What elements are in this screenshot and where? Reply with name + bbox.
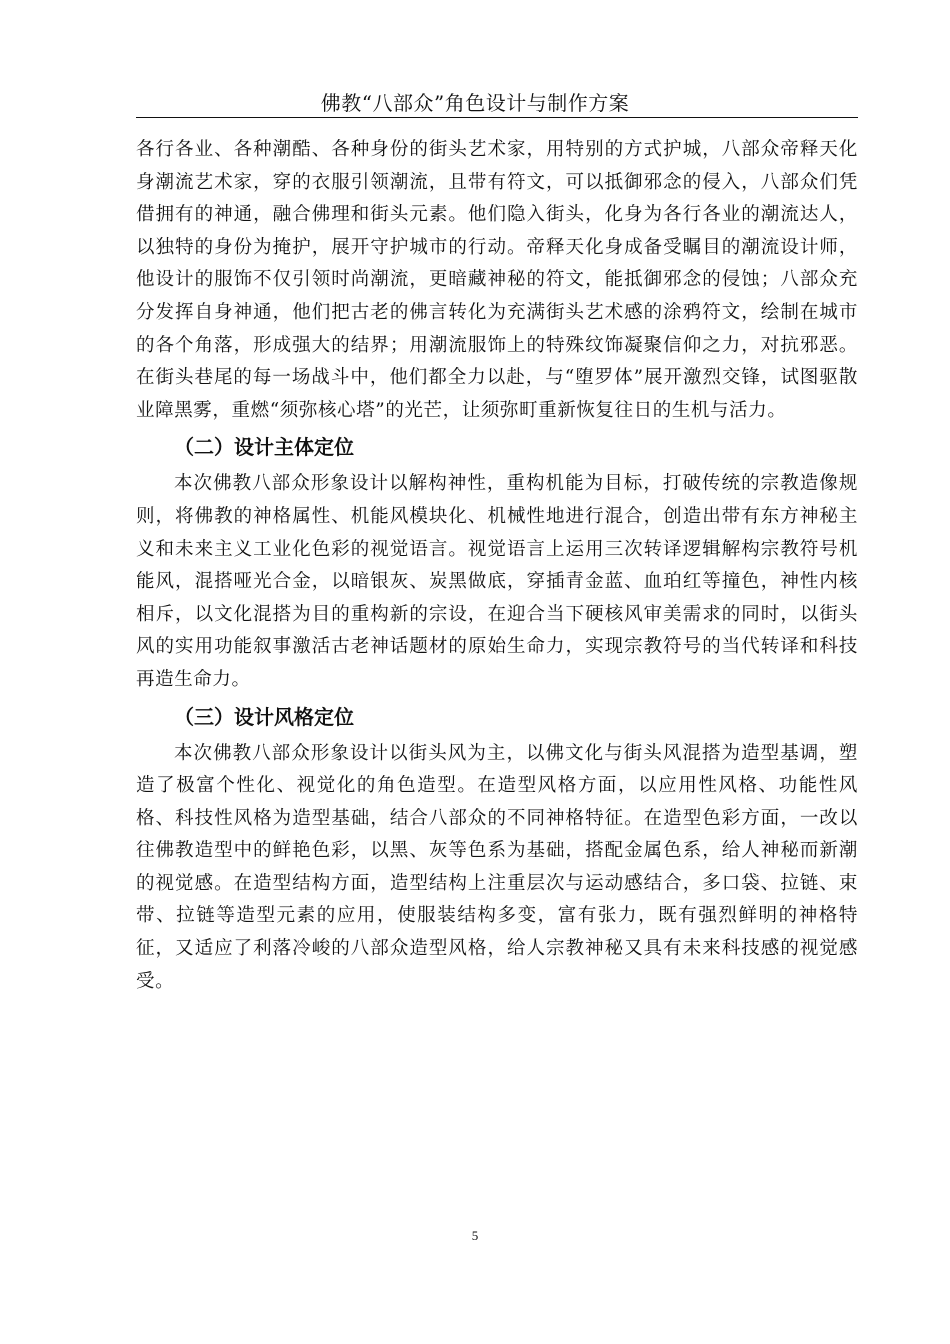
paragraph-subject-positioning: 本次佛教八部众形象设计以解构神性，重构机能为目标，打破传统的宗教造像规则，将佛教的神格属性、机能风模块化、机械性地进行混合，创造出带有东方神秘主义和未来主义工业化色彩的视觉语言。视觉语言上运用三次转译逻辑解构宗教符号机能风，混搭哑光合金，以暗银灰、炭黑做底，穿插青金蓝、血珀红等撞色，神性内核相斥，以文化混搭为目的重构新的宗设，在迎合当下硬核风审美需求的同时，以街头风的实用功能叙事激活古老神话题材的原始生命力，实现宗教符号的当代转译和科技再造生命力。 — [136, 473, 858, 690]
section-heading-subject-positioning: （二）设计主体定位 — [174, 435, 354, 460]
header-rule — [136, 117, 858, 118]
paragraph-style-positioning: 本次佛教八部众形象设计以街头风为主，以佛文化与街头风混搭为造型基调，塑造了极富个性化、视觉化的角色造型。在造型风格方面，以应用性风格、功能性风格、科技性风格为造型基础，结合八部众的不同神格特征。在造型色彩方面，一改以往佛教造型中的鲜艳色彩，以黑、灰等色系为基础，搭配金属色系，给人神秘而新潮的视觉感。在造型结构方面，造型结构上注重层次与运动感结合，多口袋、拉链、束带、拉链等造型元素的应用，使服装结构多变，富有张力，既有强烈鲜明的神格特征，又适应了利落冷峻的八部众造型风格，给人宗教神秘又具有未来科技感的视觉感受。 — [136, 742, 858, 992]
page-number: 5 — [471, 1228, 479, 1243]
running-header: 佛教“八部众”角色设计与制作方案 — [320, 91, 630, 115]
section-heading-style-positioning: （三）设计风格定位 — [174, 704, 354, 729]
paragraph-continuation: 各行各业、各种潮酷、各种身份的街头艺术家，用特别的方式护城，八部众帝释天化身潮流艺术家，穿的衣服引领潮流，且带有符文，可以抵御邪念的侵入，八部众们凭借拥有的神通，融合佛理和街头元素。他们隐入街头，化身为各行各业的潮流达人，以独特的身份为掩护，展开守护城市的行动。帝释天化身成备受瞩目的潮流设计师，他设计的服饰不仅引领时尚潮流，更暗藏神秘的符文，能抵御邪念的侵蚀；八部众充分发挥自身神通，他们把古老的佛言转化为充满街头艺术感的涂鸦符文，绘制在城市的各个角落，形成强大的结界；用潮流服饰上的特殊纹饰凝聚信仰之力，对抗邪恶。在街头巷尾的每一场战斗中，他们都全力以赴，与“堕罗体”展开激烈交锋，试图驱散业障黑雾，重燃“须弥核心塔”的光芒，让须弥町重新恢复往日的生机与活力。 — [136, 139, 858, 421]
document-body — [136, 134, 858, 998]
